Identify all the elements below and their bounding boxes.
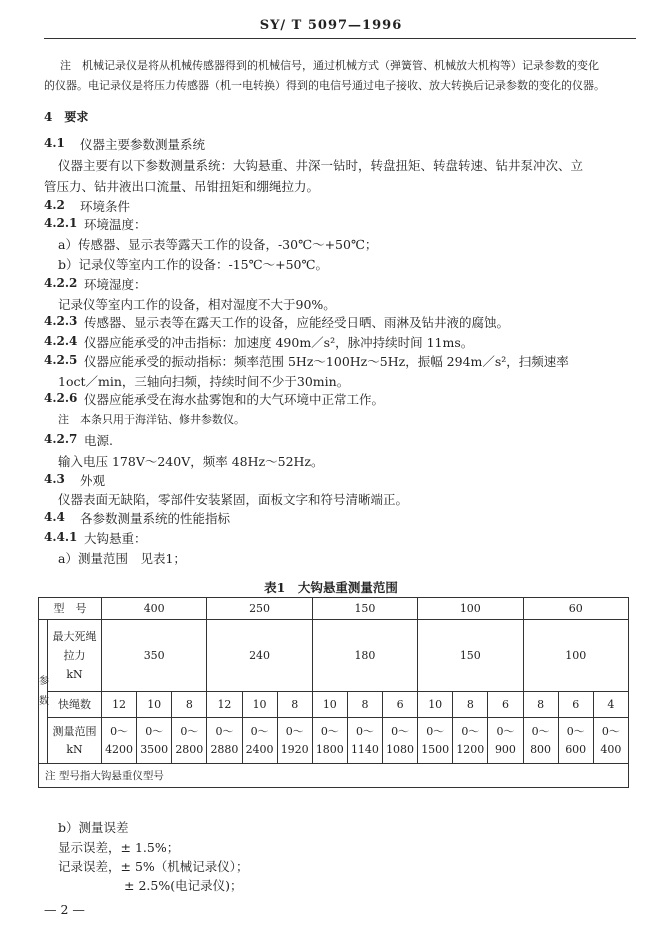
clause-4-2-7-number: 4.2.7	[44, 432, 78, 446]
range-cell: 0～ 2800	[172, 718, 207, 764]
range-cell: 0～ 1140	[347, 718, 382, 764]
clause-4-1-body-1: 仪器主要有以下参数测量系统：大钩悬重、井深一钻时，转盘扭矩、转盘转速、钻井泵冲次、立	[58, 158, 584, 173]
range-cell: 0～ 600	[558, 718, 593, 764]
model-cell: 400	[102, 598, 207, 620]
rope-count-cell: 8	[523, 692, 558, 718]
rope-count-cell: 6	[488, 692, 523, 718]
range-header: 测量范围 kN	[48, 718, 102, 764]
clause-4-2-number: 4.2	[44, 198, 65, 212]
section-4-heading: 4 要求	[44, 110, 89, 124]
max-tension-cell: 100	[523, 620, 629, 692]
clause-4-1-number: 4.1	[44, 136, 65, 150]
clause-4-2-4-number: 4.2.4	[44, 334, 78, 348]
note-line-1: 注 机械记录仪是将从机械传感器得到的机械信号，通过机械方式（弹簧管、机械放大机构等）记录参数的变化	[60, 59, 599, 72]
range-cell: 0～ 800	[523, 718, 558, 764]
rope-count-row	[39, 692, 629, 718]
clause-4-1-title: 仪器主要参数测量系统	[80, 137, 206, 152]
max-tension-header: 最大死绳 拉力 kN	[48, 620, 102, 692]
clause-4-2-1-title: 环境温度：	[84, 217, 147, 232]
display-error: 显示误差，± 1.5%；	[58, 840, 180, 855]
max-tension-cell: 240	[207, 620, 312, 692]
clause-4-4-number: 4.4	[44, 510, 65, 524]
range-cell: 0～ 1500	[418, 718, 453, 764]
rope-count-cell: 12	[102, 692, 137, 718]
range-cell: 0～ 400	[593, 718, 628, 764]
rope-count-cell: 8	[172, 692, 207, 718]
max-tension-cell: 180	[312, 620, 417, 692]
clause-4-2-6-number: 4.2.6	[44, 391, 78, 405]
clause-4-2-7-title: 电源.	[84, 433, 113, 448]
rope-count-cell: 10	[312, 692, 347, 718]
clause-4-2-6-text: 仪器应能承受在海水盐雾饱和的大气环境中正常工作。	[84, 392, 385, 407]
standard-header: SY/ T 5097—1996	[259, 18, 403, 33]
model-cell: 60	[523, 598, 629, 620]
clause-4-2-1-b: b）记录仪等室内工作的设备：-15℃～+50℃。	[58, 257, 328, 272]
max-tension-cell: 150	[418, 620, 523, 692]
model-header: 型 号	[39, 598, 102, 620]
rope-count-cell: 6	[558, 692, 593, 718]
clause-4-2-2-body: 记录仪等室内工作的设备，相对湿度不大于90%。	[58, 297, 336, 312]
record-error-electrical: ± 2.5%(电记录仪)；	[124, 878, 243, 893]
clause-4-4-title: 各参数测量系统的性能指标	[80, 511, 231, 526]
clause-4-2-1-number: 4.2.1	[44, 216, 78, 230]
rope-count-cell: 8	[277, 692, 312, 718]
range-cell: 0～ 3500	[137, 718, 172, 764]
clause-4-4-1-a: a）测量范围 见表1；	[58, 551, 186, 566]
table-1-caption: 表1 大钩悬重测量范围	[264, 580, 398, 595]
max-tension-cell: 350	[102, 620, 207, 692]
clause-4-4-1-title: 大钩悬重：	[84, 531, 147, 546]
rope-count-cell: 8	[453, 692, 488, 718]
clause-4-2-7-body: 输入电压 178V～240V，频率 48Hz～52Hz。	[58, 454, 324, 469]
clause-4-3-number: 4.3	[44, 472, 65, 486]
range-cell: 0～ 2880	[207, 718, 242, 764]
param-header	[39, 620, 48, 764]
clause-4-2-6-note: 注 本条只用于海洋钻、修井参数仪。	[58, 413, 245, 426]
range-cell: 0～ 1920	[277, 718, 312, 764]
page-number: — 2 —	[44, 902, 85, 917]
table-note: 注 型号指大钩悬重仪型号	[39, 764, 629, 788]
clause-4-3-title: 外观	[80, 473, 106, 488]
model-cell: 150	[312, 598, 417, 620]
rope-count-cell: 10	[137, 692, 172, 718]
range-cell: 0～ 2400	[242, 718, 277, 764]
note-line-2: 的仪器。电记录仪是将压力传感器（机一电转换）得到的电信号通过电子接收、放大转换后记录参数的变化的仪器。	[44, 79, 605, 92]
record-error-mechanical: 记录误差，± 5%（机械记录仪）；	[58, 859, 249, 874]
clause-4-2-1-a: a）传感器、显示表等露天工作的设备，-30℃～+50℃；	[58, 237, 378, 252]
header-rule	[44, 38, 636, 39]
rope-count-cell: 12	[207, 692, 242, 718]
rope-count-cell: 8	[347, 692, 382, 718]
clause-4-2-5-number: 4.2.5	[44, 353, 78, 367]
clause-4-2-3-number: 4.2.3	[44, 314, 78, 328]
clause-4-2-5-text: 仪器应能承受的振动指标：频率范围 5Hz～100Hz～5Hz，振幅 294m／s²，扫频速率	[84, 354, 569, 369]
range-row	[39, 718, 629, 764]
table-note-row	[39, 764, 629, 788]
model-row	[39, 598, 629, 620]
clause-4-4-1-b: b）测量误差	[58, 820, 129, 835]
clause-4-2-5-cont: 1oct／min，三轴向扫频，持续时间不少于30min。	[58, 374, 350, 389]
range-cell: 0～ 1800	[312, 718, 347, 764]
clause-4-2-2-title: 环境湿度：	[84, 277, 147, 292]
param-label-1: 参	[39, 675, 49, 687]
clause-4-2-2-number: 4.2.2	[44, 276, 78, 290]
clause-4-4-1-number: 4.4.1	[44, 530, 78, 544]
range-cell: 0～ 4200	[102, 718, 137, 764]
param-label-2: 数	[39, 695, 49, 707]
clause-4-1-body-2: 管压力、钻井液出口流量、吊钳扭矩和绷绳拉力。	[44, 179, 320, 194]
clause-4-3-body: 仪器表面无缺陷，零部件安装紧固，面板文字和符号清晰端正。	[58, 492, 409, 507]
rope-count-cell: 4	[593, 692, 628, 718]
model-cell: 100	[418, 598, 523, 620]
rope-count-cell: 10	[418, 692, 453, 718]
clause-4-2-title: 环境条件	[80, 199, 131, 214]
hook-load-range-table	[38, 597, 629, 788]
model-cell: 250	[207, 598, 312, 620]
range-cell: 0～ 1200	[453, 718, 488, 764]
range-cell: 0～ 900	[488, 718, 523, 764]
range-cell: 0～ 1080	[383, 718, 418, 764]
max-tension-row	[39, 620, 629, 692]
rope-count-cell: 10	[242, 692, 277, 718]
clause-4-2-4-text: 仪器应能承受的冲击指标：加速度 490m／s²，脉冲持续时间 11ms。	[84, 335, 474, 350]
rope-count-header: 快绳数	[48, 692, 102, 718]
clause-4-2-3-text: 传感器、显示表等在露天工作的设备，应能经受日晒、雨淋及钻井液的腐蚀。	[84, 315, 510, 330]
rope-count-cell: 6	[383, 692, 418, 718]
